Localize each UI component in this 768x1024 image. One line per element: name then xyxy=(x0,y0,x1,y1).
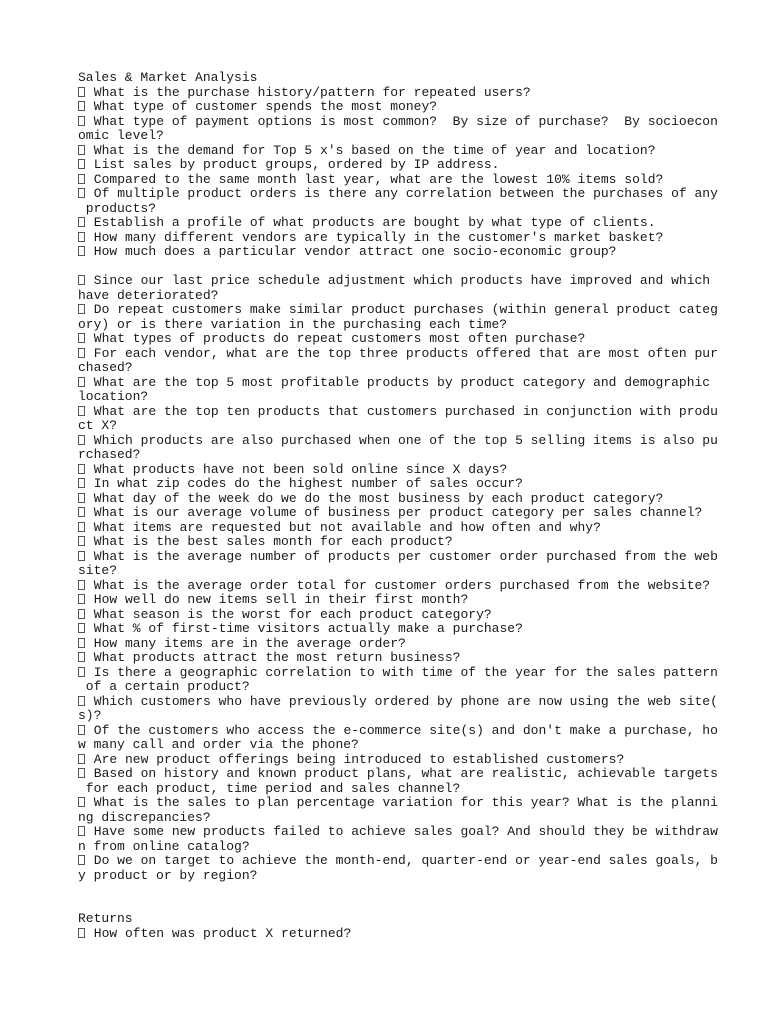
text-line xyxy=(78,811,718,826)
line-text: How many items are in the average order? xyxy=(86,635,406,651)
line-text: ng discrepancies? xyxy=(78,809,211,825)
line-text: Of multiple product orders is there any correlation between the purchases of any xyxy=(86,186,718,201)
line-text: have deteriorated? xyxy=(78,287,219,303)
question-line xyxy=(78,521,718,536)
text-line xyxy=(78,202,718,217)
question-line xyxy=(78,927,718,942)
missing-glyph-box-icon xyxy=(78,101,85,111)
line-text: What is the purchase history/pattern for repeated users? xyxy=(86,84,531,100)
line-text: For each vendor, what are the top three products offered that are most often pur xyxy=(86,345,718,361)
line-text: Do we on target to achieve the month-end, quarter-end or year-end sales goals, b xyxy=(86,853,718,868)
section-heading xyxy=(78,71,718,86)
line-text: w many call and order via the phone? xyxy=(78,737,359,752)
line-text: What is the average number of products per customer order purchased from the web xyxy=(86,548,718,564)
missing-glyph-box-icon xyxy=(78,188,85,198)
line-text: Which customers who have previously ordered by phone are now using the web site( xyxy=(86,693,718,709)
missing-glyph-box-icon xyxy=(78,536,85,546)
question-line xyxy=(78,463,718,478)
text-line xyxy=(78,883,718,898)
line-text: What products attract the most return business? xyxy=(86,650,461,665)
question-line xyxy=(78,100,718,115)
missing-glyph-box-icon xyxy=(78,826,85,836)
line-text: chased? xyxy=(78,360,133,375)
line-text: What is the best sales month for each product? xyxy=(86,534,453,549)
text-line xyxy=(78,361,718,376)
line-text: ory) or is there variation in the purchasing each time? xyxy=(78,316,508,332)
line-text: for each product, time period and sales channel? xyxy=(78,780,461,796)
text-line xyxy=(78,709,718,724)
question-line xyxy=(78,158,718,173)
section-heading xyxy=(78,912,718,927)
text-line xyxy=(78,782,718,797)
text-line xyxy=(78,738,718,753)
line-text: Which products are also purchased when one of the top 5 selling items is also pu xyxy=(86,432,718,448)
missing-glyph-box-icon xyxy=(78,406,85,416)
line-text: Sales & Market Analysis xyxy=(78,70,258,85)
text-line xyxy=(78,869,718,884)
missing-glyph-box-icon xyxy=(78,667,85,677)
question-line xyxy=(78,231,718,246)
line-text: y product or by region? xyxy=(78,867,258,883)
missing-glyph-box-icon xyxy=(78,275,85,285)
question-line xyxy=(78,303,718,318)
line-text: What is the demand for Top 5 x's based on the time of year and location? xyxy=(86,142,656,158)
text-line xyxy=(78,840,718,855)
question-line xyxy=(78,477,718,492)
text-line xyxy=(78,564,718,579)
question-line xyxy=(78,796,718,811)
missing-glyph-box-icon xyxy=(78,304,85,314)
question-line xyxy=(78,550,718,565)
text-line xyxy=(78,419,718,434)
question-line xyxy=(78,115,718,130)
missing-glyph-box-icon xyxy=(78,652,85,662)
line-text: Establish a profile of what products are bought by what type of clients. xyxy=(86,215,656,230)
line-text: How often was product X returned? xyxy=(86,925,352,941)
text-line xyxy=(78,318,718,333)
missing-glyph-box-icon xyxy=(78,551,85,561)
text-line xyxy=(78,289,718,304)
text-line xyxy=(78,448,718,463)
question-line xyxy=(78,216,718,231)
question-line xyxy=(78,695,718,710)
missing-glyph-box-icon xyxy=(78,725,85,735)
question-line xyxy=(78,506,718,521)
missing-glyph-box-icon xyxy=(78,87,85,97)
line-text: What are the top 5 most profitable products by product category and demographic xyxy=(86,374,711,390)
line-text: What type of customer spends the most money? xyxy=(86,99,438,114)
missing-glyph-box-icon xyxy=(78,507,85,517)
missing-glyph-box-icon xyxy=(78,928,85,938)
line-text: n from online catalog? xyxy=(78,838,250,854)
question-line xyxy=(78,434,718,449)
missing-glyph-box-icon xyxy=(78,333,85,343)
question-line xyxy=(78,187,718,202)
missing-glyph-box-icon xyxy=(78,478,85,488)
missing-glyph-box-icon xyxy=(78,493,85,503)
question-line xyxy=(78,492,718,507)
missing-glyph-box-icon xyxy=(78,246,85,256)
question-line xyxy=(78,666,718,681)
missing-glyph-box-icon xyxy=(78,638,85,648)
line-text: s)? xyxy=(78,708,102,723)
line-text: Of the customers who access the e-commerce site(s) and don't make a purchase, ho xyxy=(86,722,718,738)
line-text: What day of the week do we do the most business by each product category? xyxy=(86,490,664,506)
line-text: What type of payment options is most common? By size of purchase? By socioecon xyxy=(86,113,718,129)
line-text: What types of products do repeat customers most often purchase? xyxy=(86,331,586,346)
line-text: Are new product offerings being introduced to established customers? xyxy=(86,751,625,767)
question-line xyxy=(78,173,718,188)
missing-glyph-box-icon xyxy=(78,522,85,532)
line-text: products? xyxy=(78,200,157,216)
question-line xyxy=(78,724,718,739)
document-body xyxy=(78,71,718,941)
missing-glyph-box-icon xyxy=(78,348,85,358)
missing-glyph-box-icon xyxy=(78,464,85,474)
line-text: What is the sales to plan percentage variation for this year? What is the planni xyxy=(86,795,718,810)
text-line xyxy=(78,129,718,144)
line-text: Is there a geographic correlation to with time of the year for the sales pattern xyxy=(86,664,718,680)
text-line xyxy=(78,680,718,695)
line-text: site? xyxy=(78,563,118,578)
line-text: Based on history and known product plans, what are realistic, achievable targets xyxy=(86,766,718,781)
line-text: Returns xyxy=(78,911,133,926)
question-line xyxy=(78,86,718,101)
text-line xyxy=(78,390,718,405)
text-line xyxy=(78,898,718,913)
missing-glyph-box-icon xyxy=(78,174,85,184)
question-line xyxy=(78,854,718,869)
question-line xyxy=(78,144,718,159)
question-line xyxy=(78,376,718,391)
line-text: How much does a particular vendor attract one socio-economic group? xyxy=(86,244,617,259)
question-line xyxy=(78,274,718,289)
question-line xyxy=(78,347,718,362)
missing-glyph-box-icon xyxy=(78,768,85,778)
question-line xyxy=(78,332,718,347)
line-text: Since our last price schedule adjustment which products have improved and which xyxy=(86,273,711,288)
question-line xyxy=(78,535,718,550)
line-text: rchased? xyxy=(78,447,141,462)
missing-glyph-box-icon xyxy=(78,116,85,126)
line-text: Compared to the same month last year, what are the lowest 10% items sold? xyxy=(86,171,664,187)
line-text: ct X? xyxy=(78,418,118,433)
line-text: What products have not been sold online since X days? xyxy=(86,461,508,477)
missing-glyph-box-icon xyxy=(78,855,85,865)
line-text: In what zip codes do the highest number of sales occur? xyxy=(86,476,523,491)
question-line xyxy=(78,825,718,840)
line-text: How well do new items sell in their first month? xyxy=(86,592,469,607)
missing-glyph-box-icon xyxy=(78,580,85,590)
line-text: How many different vendors are typically in the customer's market basket? xyxy=(86,229,664,245)
line-text: What season is the worst for each product category? xyxy=(86,606,492,622)
missing-glyph-box-icon xyxy=(78,797,85,807)
missing-glyph-box-icon xyxy=(78,159,85,169)
missing-glyph-box-icon xyxy=(78,217,85,227)
question-line xyxy=(78,405,718,420)
line-text: Have some new products failed to achieve sales goal? And should they be withdraw xyxy=(86,824,718,839)
missing-glyph-box-icon xyxy=(78,435,85,445)
line-text: What items are requested but not available and how often and why? xyxy=(86,519,601,535)
question-line xyxy=(78,651,718,666)
question-line xyxy=(78,767,718,782)
line-text: Do repeat customers make similar product purchases (within general product categ xyxy=(86,302,718,317)
line-text: location? xyxy=(78,389,149,404)
question-line xyxy=(78,245,718,260)
missing-glyph-box-icon xyxy=(78,609,85,619)
line-text: What is the average order total for customer orders purchased from the website? xyxy=(86,577,711,593)
missing-glyph-box-icon xyxy=(78,377,85,387)
line-text: What are the top ten products that customers purchased in conjunction with produ xyxy=(86,403,718,419)
line-text: omic level? xyxy=(78,128,164,143)
question-line xyxy=(78,637,718,652)
question-line xyxy=(78,593,718,608)
missing-glyph-box-icon xyxy=(78,696,85,706)
missing-glyph-box-icon xyxy=(78,145,85,155)
text-line xyxy=(78,260,718,275)
question-line xyxy=(78,579,718,594)
line-text: List sales by product groups, ordered by IP address. xyxy=(86,157,500,172)
line-text: What is our average volume of business per product category per sales channel? xyxy=(86,505,703,520)
missing-glyph-box-icon xyxy=(78,623,85,633)
question-line xyxy=(78,622,718,637)
line-text: What % of first-time visitors actually make a purchase? xyxy=(86,621,523,636)
missing-glyph-box-icon xyxy=(78,594,85,604)
question-line xyxy=(78,753,718,768)
missing-glyph-box-icon xyxy=(78,232,85,242)
missing-glyph-box-icon xyxy=(78,754,85,764)
line-text: of a certain product? xyxy=(78,679,250,694)
question-line xyxy=(78,608,718,623)
